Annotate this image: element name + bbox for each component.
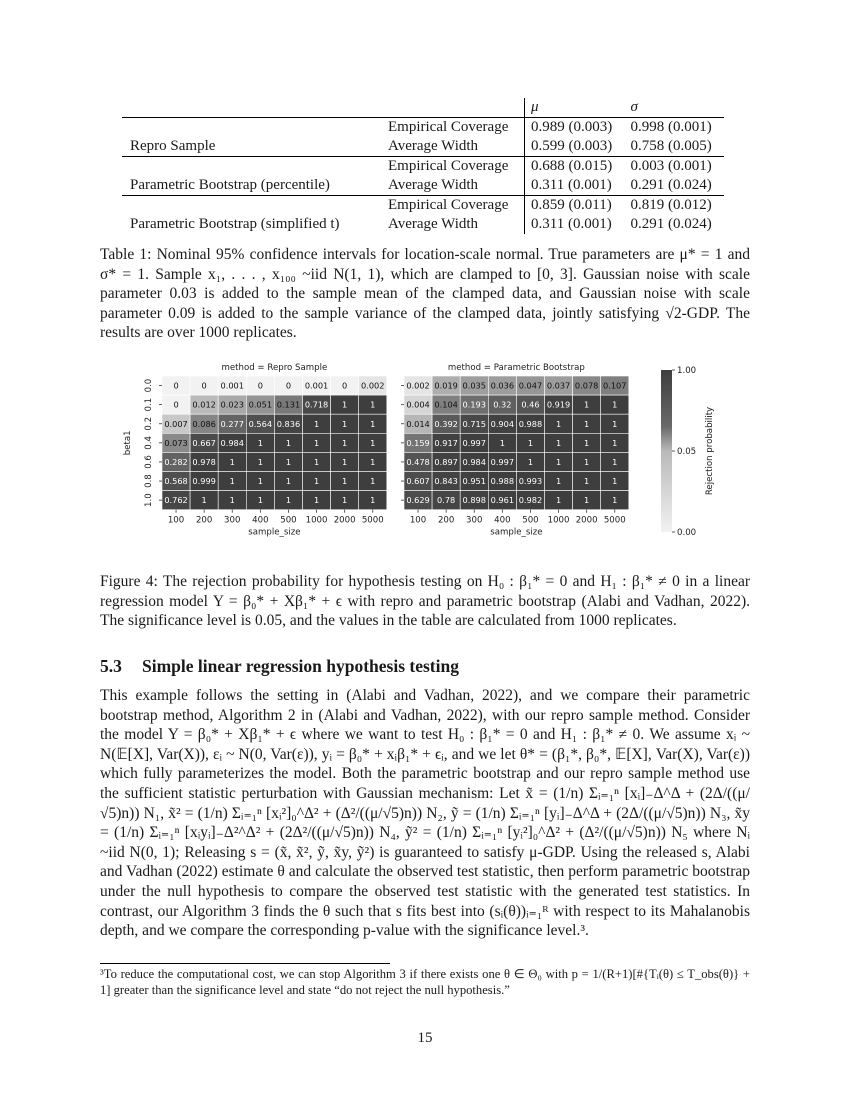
cell-label: 0.898 [462, 495, 486, 506]
colorbar [661, 370, 672, 532]
cell-label: 1 [285, 437, 292, 448]
cell-label: 0.993 [518, 476, 543, 487]
cell-label: 0.46 [521, 399, 540, 410]
cell-label: 0.014 [406, 418, 430, 429]
table-row: Empirical Coverage 0.688 (0.015) 0.003 (0.001) [122, 157, 724, 177]
cell-label: 1 [313, 418, 320, 429]
x-tick-label: 2000 [333, 515, 356, 526]
y-tick-label: 1.0 [144, 493, 154, 507]
y-tick-label: 0.0 [144, 378, 154, 393]
table-header-row [122, 98, 724, 118]
cell-label: 0.001 [220, 380, 244, 391]
cell-label: 0.978 [192, 456, 216, 467]
cell-label: 0.564 [248, 418, 273, 429]
y-tick-label: 0.6 [144, 455, 154, 469]
cell-label: 1 [555, 437, 562, 448]
footnote: ³To reduce the computational cost, we can stop Algorithm 3 if there exists one θ ∈ Θ₀ with p = 1/(R+1)[#{Tᵢ(θ) ≤ T_obs(θ)} + 1] greater than the significance level and state “do not reject the null hypothesis.” [100, 967, 750, 997]
col-header-sigma: σ [630, 99, 638, 115]
x-tick-label: 100 [409, 515, 427, 526]
cell-label: 0 [342, 380, 348, 391]
cell-label: 0.78 [437, 495, 456, 506]
colorbar-tick-label: 1.00 [677, 366, 697, 376]
cell-label: 0.019 [434, 380, 458, 391]
cell-label: 0 [285, 380, 292, 391]
table-row: Empirical Coverage 0.859 (0.011) 0.819 (0.012) [122, 196, 724, 216]
cell-label: 0.762 [164, 495, 188, 506]
cell-label: 1 [584, 399, 590, 410]
cell-label: 1 [285, 495, 292, 506]
cell-label: 0.982 [518, 495, 543, 506]
cell-label: 0.897 [434, 456, 458, 467]
x-tick-label: 5000 [361, 515, 384, 526]
cell-label: 0.917 [434, 437, 458, 448]
cell-label: 0.282 [164, 456, 188, 467]
section-heading [100, 656, 459, 677]
cell-label: 0.607 [406, 476, 430, 487]
colorbar-label: Rejection probability [705, 406, 715, 496]
cell-label: 1 [555, 495, 562, 506]
body-paragraph: This example follows the setting in (Alabi and Vadhan, 2022), and we compare their parametric bootstrap method, Algorithm 2 in (Alabi and Vadhan, 2022), with our repro sample method. Consider the model Y = β₀* + Xβ₁* + ϵ where we want to test H₀ : β₁* = 0 and H₁ : β₁* ≠ 0. We assume xᵢ ~ N(𝔼[X], Var(X)), εᵢ ~ N(0, Var(ε)), yᵢ = β₀* + xᵢβ₁* + ϵᵢ, and we let θ* = (β₁*, β₀*, 𝔼[X], Var(X), Var(ε)) which fully parameterizes the model. Both the parametric bootstrap and our repro sample method use the sufficient statistic perturbation with Gaussian mechanism: Let x̃ = (1/n) Σᵢ₌₁ⁿ [xᵢ]₋Δ^Δ + (2Δ/((μ/√5)n)) N₁, x̃² = (1/n) Σᵢ₌₁ⁿ [xᵢ²]₀^Δ² + (Δ²/((μ/√5)n)) N₂, ỹ = (1/n) Σᵢ₌₁ⁿ [yᵢ]₋Δ^Δ + (2Δ/((μ/√5)n)) N₃, x̃y = (1/n) Σᵢ₌₁ⁿ [xᵢyᵢ]₋Δ²^Δ² + (2Δ²/((μ/√5)n)) N₄, ỹ² = (1/n) Σᵢ₌₁ⁿ [yᵢ²]₀^Δ² + (Δ²/((μ/√5)n)) N₅ where Nᵢ ~iid N(0, 1); Releasing s = (x̃, x̃², ỹ, x̃y, ỹ²) is guaranteed to satisfy μ-GDP. Using the released s, Alabi and Vadhan (2022) estimate θ and calculate the observed test statistic, then perform parametric bootstrap under the null hypothesis to compare the observed test statistic with the generated test statistics. In contrast, our Algorithm 3 finds the θ such that s fits best into (sᵢ(θ))ᵢ₌₁ᴿ with respect to its Mahalanobis depth, and we compare the corresponding p-value with the significance level.³. [100, 687, 750, 940]
cell-label: 0.002 [406, 380, 430, 391]
cell-label: 0.004 [406, 399, 430, 410]
cell-label: 0.919 [546, 399, 571, 410]
cell-label: 0.001 [304, 380, 329, 391]
cell-label: 0.107 [603, 380, 627, 391]
footnote-rule [100, 963, 390, 964]
y-tick-label: 0.2 [144, 416, 154, 431]
y-tick-label: 0.1 [144, 397, 154, 412]
cell-label: 0.086 [192, 418, 216, 429]
cell-label: 1 [285, 456, 292, 467]
cell-label: 0 [257, 380, 263, 391]
y-tick-label: 0.4 [144, 436, 154, 450]
cell-label: 0.159 [406, 437, 430, 448]
cell-label: 0.629 [406, 495, 430, 506]
cell-label: 0.984 [220, 437, 244, 448]
cell-label: 1 [285, 476, 292, 487]
cell-label: 1 [499, 437, 505, 448]
cell-label: 0.035 [462, 380, 486, 391]
cell-label: 1 [612, 456, 618, 467]
x-tick-label: 200 [195, 515, 213, 526]
cell-label: 1 [527, 437, 534, 448]
colorbar-tick-label: 0.00 [677, 528, 697, 538]
panel-title: method = Parametric Bootstrap [447, 363, 585, 373]
cell-label: 1 [612, 495, 618, 506]
cell-label: 1 [342, 476, 348, 487]
cell-label: 1 [527, 456, 534, 467]
table-row: Repro Sample Average Width 0.599 (0.003) 0.758 (0.005) [122, 137, 724, 157]
cell-label: 0.073 [164, 437, 188, 448]
cell-label: 1 [584, 418, 590, 429]
cell-label: 1 [342, 418, 348, 429]
cell-label: 1 [370, 399, 376, 410]
cell-label: 1 [313, 437, 320, 448]
table-row: Parametric Bootstrap (percentile) Average Width 0.311 (0.001) 0.291 (0.024) [122, 176, 724, 196]
cell-label: 0.478 [406, 456, 430, 467]
cell-label: 1 [257, 495, 263, 506]
cell-label: 1 [229, 495, 235, 506]
cell-label: 1 [342, 456, 348, 467]
cell-label: 0 [201, 380, 207, 391]
cell-label: 1 [313, 456, 320, 467]
cell-label: 1 [612, 399, 618, 410]
cell-label: 1 [370, 456, 376, 467]
cell-label: 1 [555, 476, 562, 487]
cell-label: 0.997 [490, 456, 515, 467]
x-axis-label: sample_size [490, 527, 543, 538]
cell-label: 0.904 [490, 418, 515, 429]
cell-label: 1 [555, 418, 562, 429]
cell-label: 0.988 [490, 476, 515, 487]
cell-label: 0.007 [164, 418, 188, 429]
cell-label: 1 [342, 399, 348, 410]
cell-label: 1 [342, 495, 348, 506]
table-caption: Table 1: Nominal 95% confidence intervals for location-scale normal. True parameters are μ* = 1 and σ* = 1. Sample x₁, . . . , x₁₀₀ ~iid N(1, 1), which are clamped to [0, 3]. Gaussian noise with scale parameter 0.03 is added to the sample mean of the clamped data, and Gaussian noise with scale parameter 0.09 is added to the sample variance of the clamped data, jointly satisfying √2-GDP. The results are over 1000 replicates. [100, 246, 750, 342]
x-tick-label: 300 [224, 515, 241, 526]
cell-label: 0.104 [434, 399, 458, 410]
cell-label: 0.843 [434, 476, 458, 487]
cell-label: 0.012 [192, 399, 216, 410]
cell-label: 1 [370, 437, 376, 448]
y-axis-label: beta1 [123, 430, 133, 456]
x-tick-label: 400 [494, 515, 511, 526]
cell-label: 0.715 [462, 418, 486, 429]
cell-label: 1 [584, 476, 590, 487]
col-header-mu: μ [525, 98, 625, 118]
cell-label: 0.999 [192, 476, 216, 487]
cell-label: 0.277 [220, 418, 244, 429]
cell-label: 1 [370, 495, 376, 506]
cell-label: 0.002 [361, 380, 385, 391]
cell-label: 0.961 [490, 495, 515, 506]
x-tick-label: 2000 [575, 515, 598, 526]
cell-label: 0.131 [276, 399, 301, 410]
x-tick-label: 400 [252, 515, 269, 526]
cell-label: 1 [257, 456, 263, 467]
x-tick-label: 1000 [547, 515, 570, 526]
cell-label: 1 [229, 476, 235, 487]
x-tick-label: 100 [167, 515, 185, 526]
cell-label: 0.836 [276, 418, 301, 429]
x-tick-label: 500 [280, 515, 297, 526]
x-tick-label: 500 [522, 515, 539, 526]
cell-label: 0.984 [462, 456, 486, 467]
cell-label: 0 [173, 380, 179, 391]
cell-label: 0.023 [220, 399, 244, 410]
cell-label: 1 [612, 476, 618, 487]
cell-label: 0.951 [462, 476, 486, 487]
cell-label: 1 [370, 476, 376, 487]
heatmap-svg [118, 356, 738, 556]
cell-label: 0.32 [493, 399, 512, 410]
cell-label: 0.392 [434, 418, 458, 429]
cell-label: 1 [257, 476, 263, 487]
x-tick-label: 1000 [305, 515, 328, 526]
cell-label: 1 [342, 437, 348, 448]
cell-label: 1 [257, 437, 263, 448]
table-row: Parametric Bootstrap (simplified t) Average Width 0.311 (0.001) 0.291 (0.024) [130, 216, 712, 232]
section-number: 5.3 [100, 656, 122, 676]
cell-label: 1 [555, 456, 562, 467]
y-tick-label: 0.8 [144, 474, 154, 488]
figure-caption: Figure 4: The rejection probability for hypothesis testing on H₀ : β₁* = 0 and H₁ : β₁* ≠ 0 in a linear regression model Y = β₀* + Xβ₁* + ϵ with repro and parametric bootstrap (Alabi and Vadhan, 2022). The significance level is 0.05, and the values in the table are calculated from 1000 replicates. [100, 573, 750, 630]
panel-title: method = Repro Sample [221, 363, 328, 373]
x-tick-label: 300 [466, 515, 483, 526]
x-axis-label: sample_size [248, 527, 301, 538]
cell-label: 1 [229, 456, 235, 467]
cell-label: 1 [201, 495, 207, 506]
results-table [122, 98, 724, 234]
cell-label: 0.037 [546, 380, 571, 391]
x-tick-label: 5000 [603, 515, 626, 526]
table-row: Empirical Coverage 0.989 (0.003) 0.998 (0.001) [122, 118, 724, 138]
colorbar-tick-label: 0.05 [677, 447, 697, 457]
heatmap-figure [118, 356, 738, 556]
cell-label: 1 [370, 418, 376, 429]
cell-label: 1 [584, 495, 590, 506]
cell-label: 1 [313, 476, 320, 487]
cell-label: 1 [313, 495, 320, 506]
cell-label: 0.193 [462, 399, 486, 410]
cell-label: 0.988 [518, 418, 543, 429]
section-title: Simple linear regression hypothesis testing [142, 656, 459, 676]
cell-label: 0.047 [518, 380, 543, 391]
cell-label: 0.997 [462, 437, 486, 448]
cell-label: 0.667 [192, 437, 216, 448]
cell-label: 1 [584, 456, 590, 467]
cell-label: 0 [173, 399, 179, 410]
page-number: 15 [417, 1030, 433, 1046]
cell-label: 0.036 [490, 380, 515, 391]
cell-label: 0.568 [164, 476, 188, 487]
cell-label: 1 [584, 437, 590, 448]
cell-label: 0.078 [574, 380, 599, 391]
cell-label: 1 [612, 437, 618, 448]
cell-label: 1 [612, 418, 618, 429]
cell-label: 0.718 [304, 399, 329, 410]
cell-label: 0.051 [248, 399, 273, 410]
x-tick-label: 200 [437, 515, 455, 526]
